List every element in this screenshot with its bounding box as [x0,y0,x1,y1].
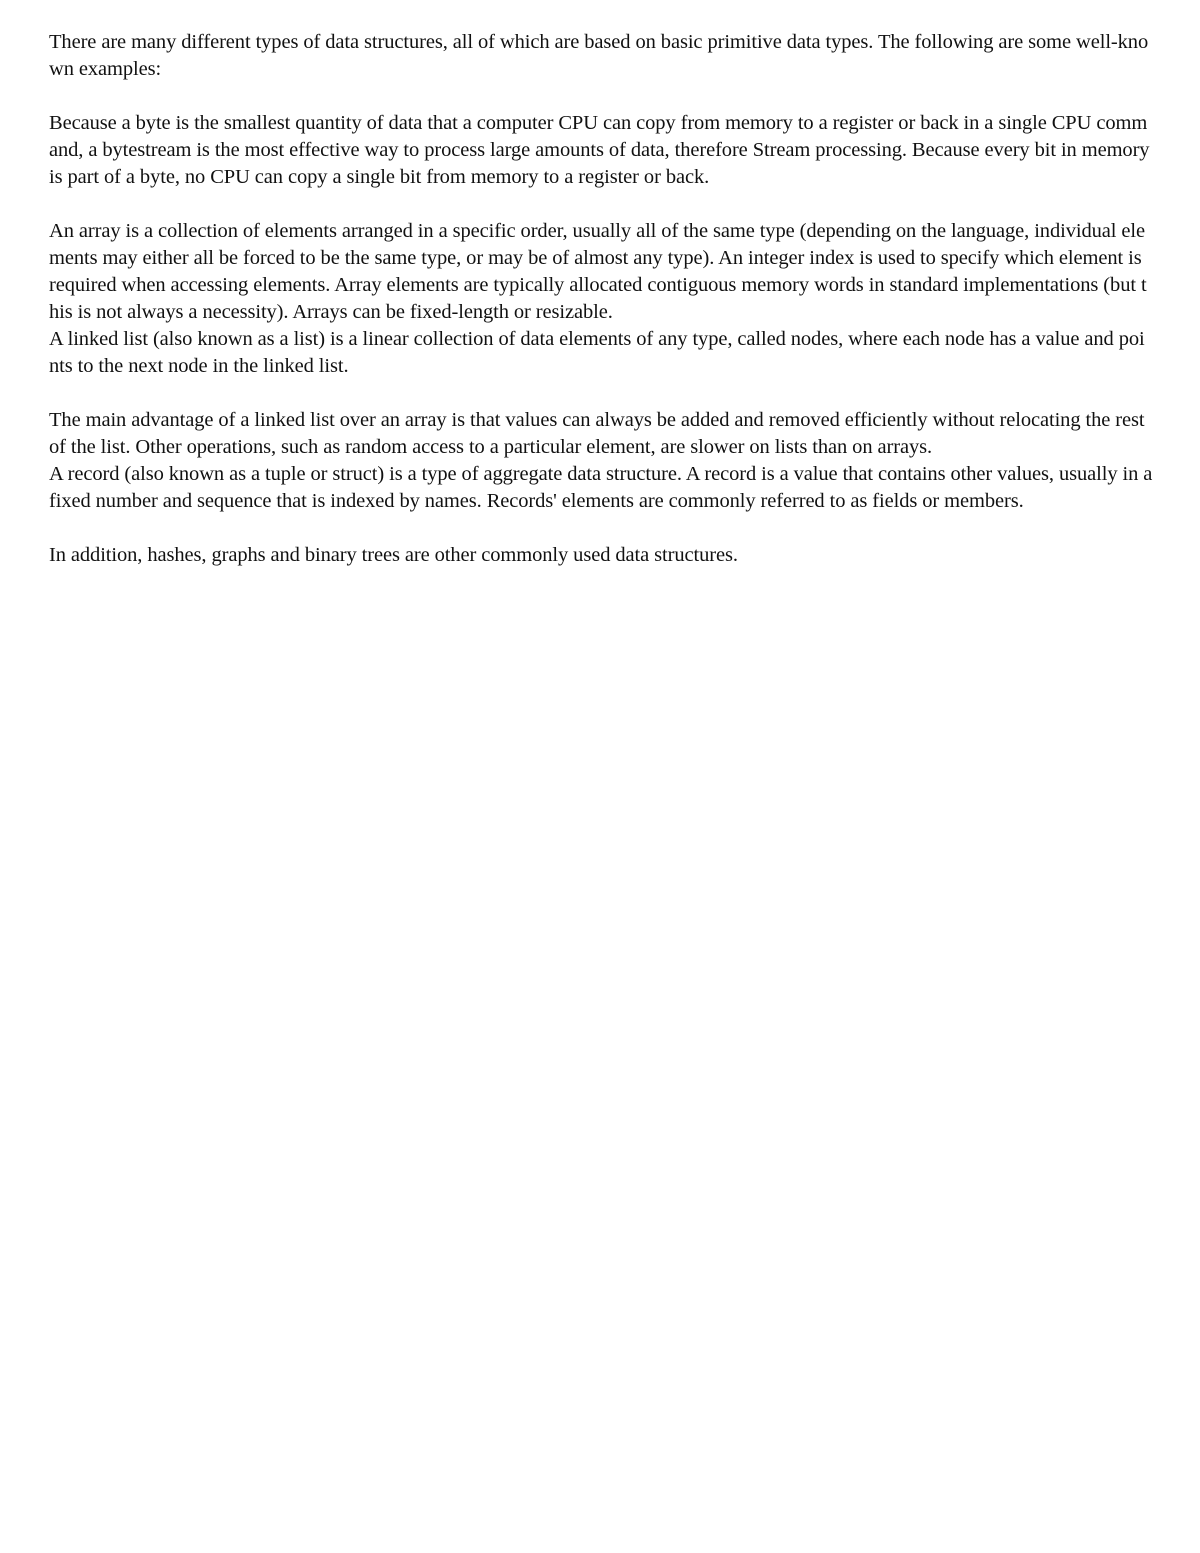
paragraph-intro: There are many different types of data structures, all of which are based on basic primitive data types. The following are some well-known examples: [49,31,1149,80]
paragraph-array: An array is a collection of elements arranged in a specific order, usually all of the same type (depending on the language, individual elements may either all be forced to be the same type, or may be of almost any type). An integer index is used to specify which element is required when accessing elements. Array elements are typically allocated contiguous memory words in standard implementations (but this is not always a necessity). Arrays can be fixed-length or resizable. [49,220,1147,323]
document-body [49,29,1153,569]
paragraph-linked-list-advantage: The main advantage of a linked list over an array is that values can always be added and removed efficiently without relocating the rest of the list. Other operations, such as random access to a particular element, are slower on lists than on arrays. [49,409,1145,458]
paragraph-linked-list: A linked list (also known as a list) is a linear collection of data elements of any type, called nodes, where each node has a value and points to the next node in the linked list. [49,328,1145,377]
paragraph-closing: In addition, hashes, graphs and binary trees are other commonly used data structures. [49,544,738,566]
paragraph-bytestream: Because a byte is the smallest quantity of data that a computer CPU can copy from memory to a register or back in a single CPU command, a bytestream is the most effective way to process large amounts of data, therefore Stream processing. Because every bit in memory is part of a byte, no CPU can copy a single bit from memory to a register or back. [49,112,1150,188]
paragraph-record: A record (also known as a tuple or struct) is a type of aggregate data structure. A record is a value that contains other values, usually in a fixed number and sequence that is indexed by names. Records' elements are commonly referred to as fields or members. [49,463,1153,512]
